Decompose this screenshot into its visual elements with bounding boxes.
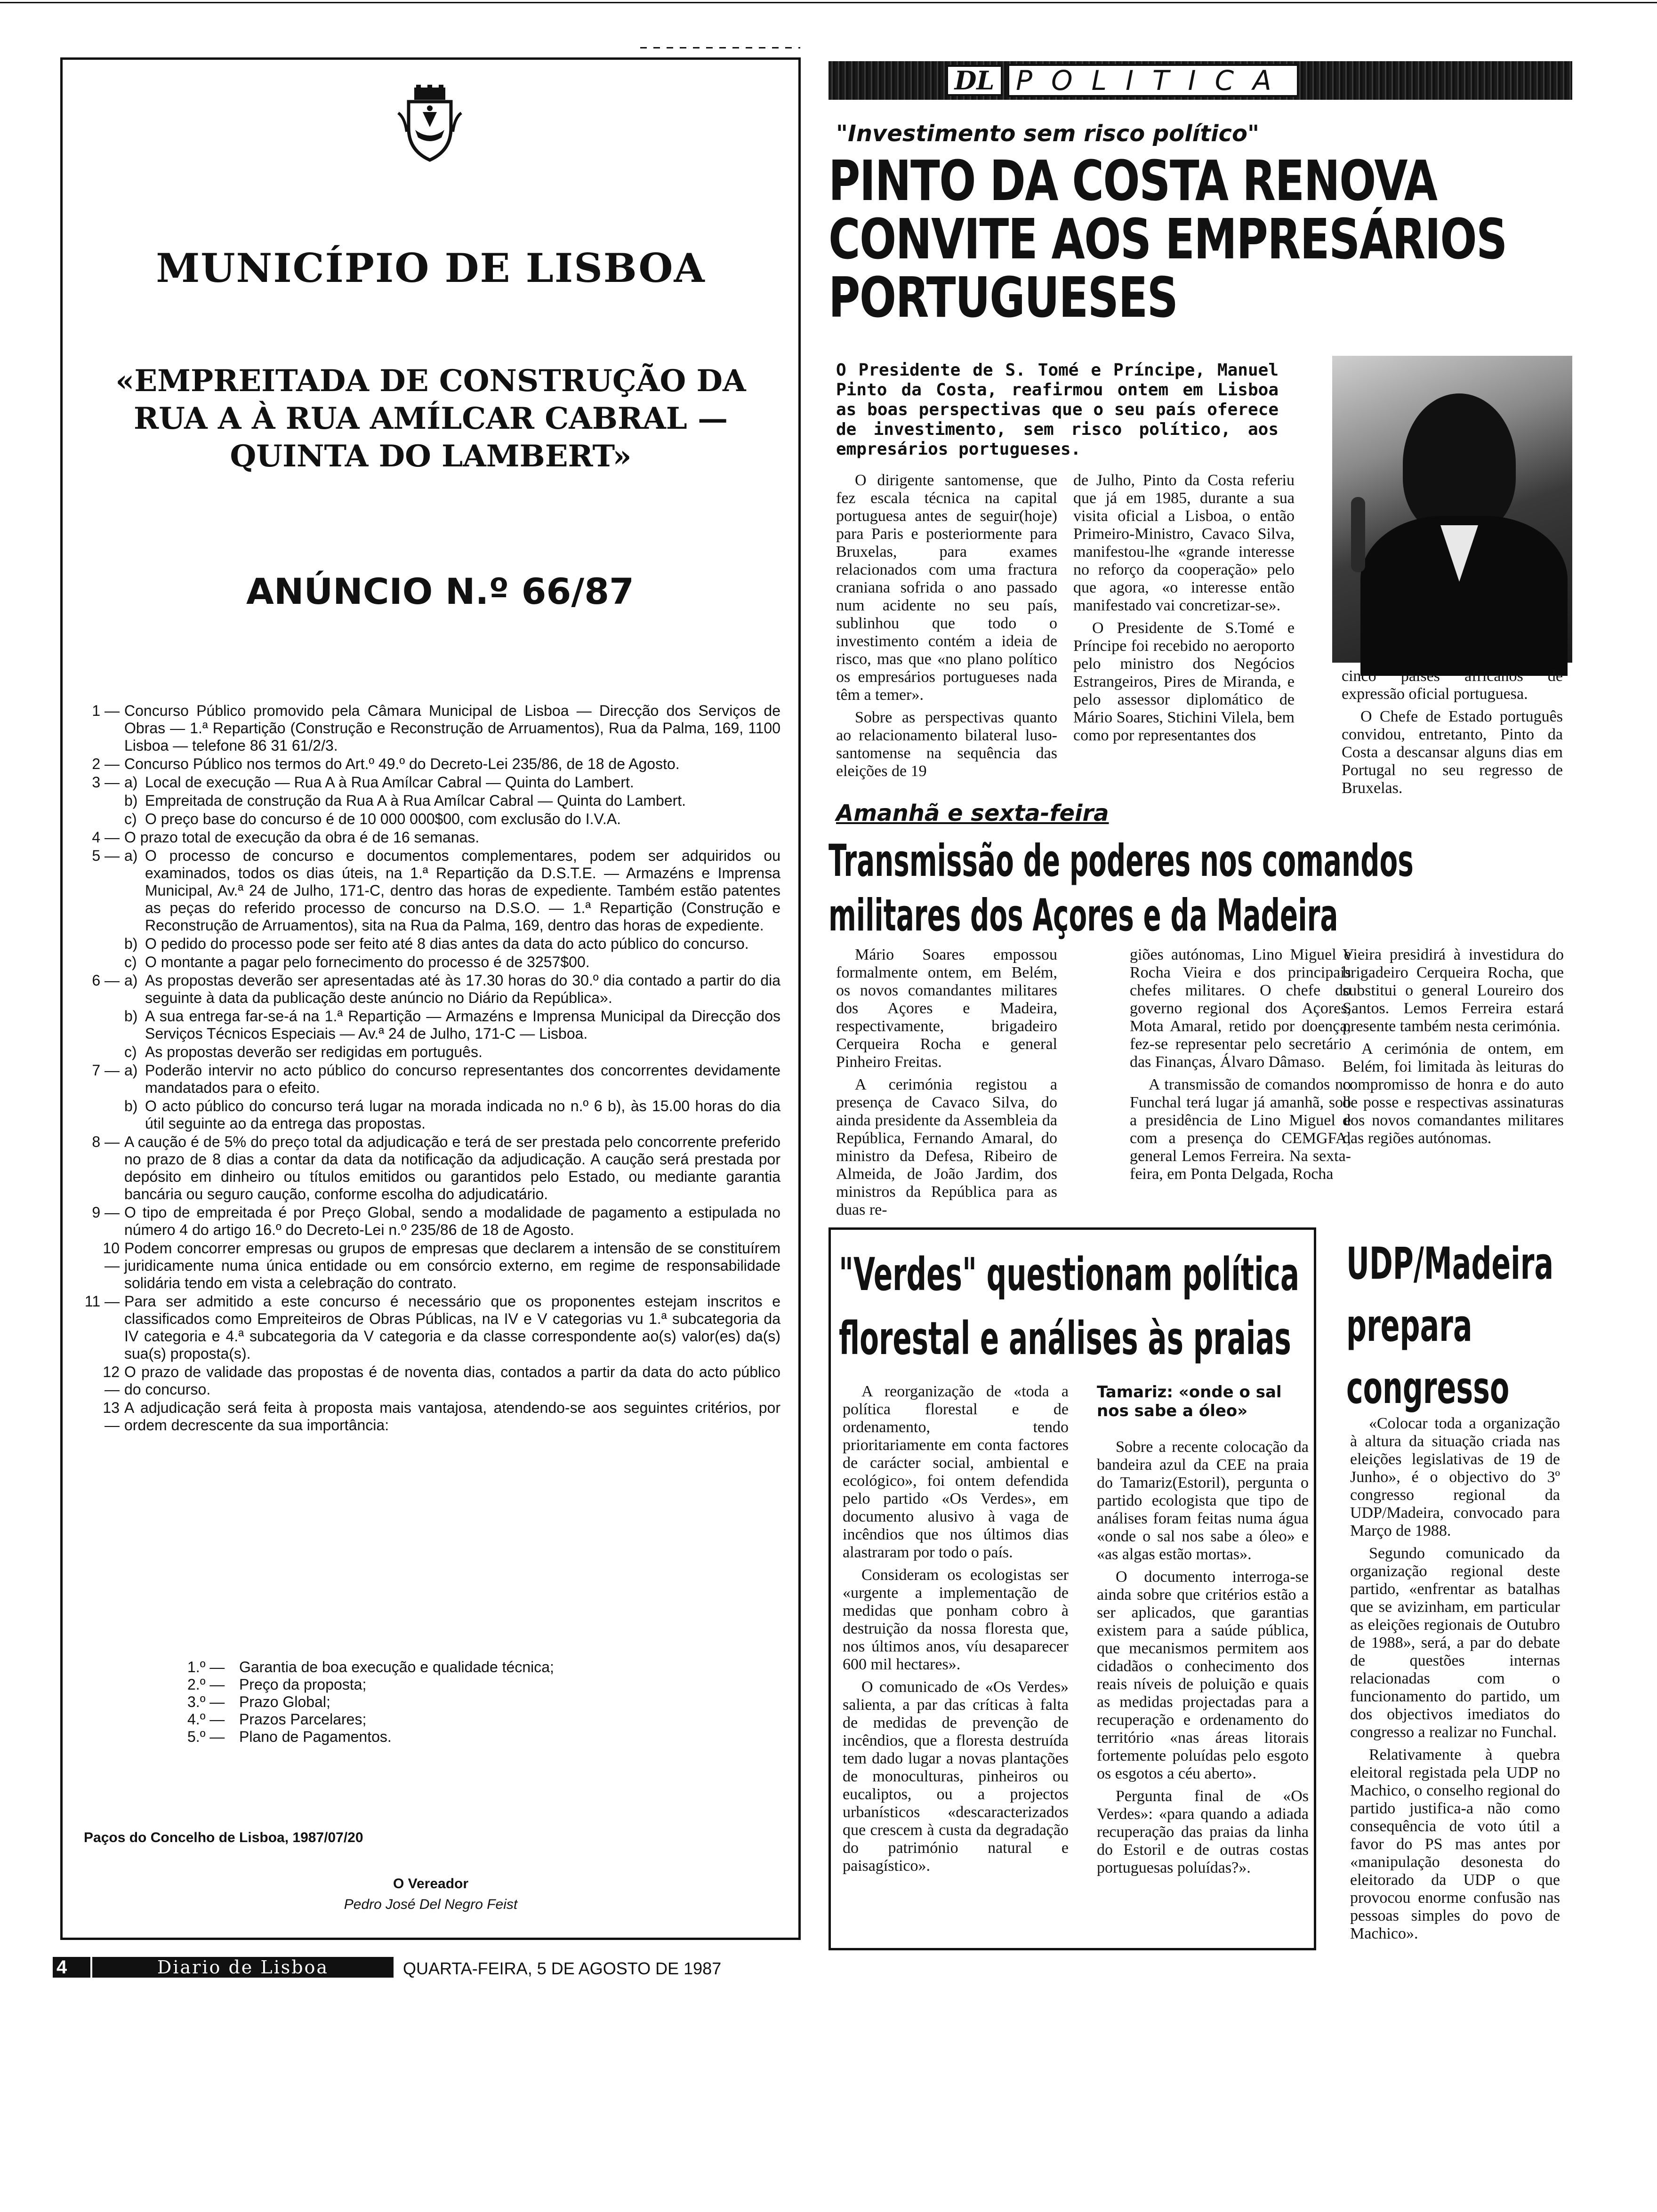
a1-column-1 [836, 472, 1057, 790]
a1-headline [828, 148, 1572, 330]
ad-item [84, 774, 780, 791]
ad-item [84, 755, 780, 773]
a1-headline-line3: PORTUGUESES [828, 265, 1178, 330]
a1-column-2 [1073, 472, 1295, 790]
a1-photo [1332, 356, 1572, 663]
lisbon-coat-of-arms-icon [394, 85, 465, 165]
section-brand [946, 65, 1003, 96]
top-rule [0, 2, 1657, 3]
a4-headline-line3: congresso [1346, 1362, 1510, 1414]
paragraph: A transmissão de comandos no Funchal terá lugar já amanhã, sob a presidência de Lino Miguel e com a presença do CEMGFA, general Lemos Ferreira. Na sexta-feira, em Ponta Delgada, Rocha [1130, 1076, 1351, 1183]
a1-lead: O Presidente de S. Tomé e Príncipe, Manuel Pinto da Costa, reafirmou ontem em Lisboa as boas perspectivas que o seu país oferece de investimento, sem risco político, aos empresários portugueses. [836, 361, 1279, 459]
a3-headline-line2: florestal e análises às praias [839, 1312, 1291, 1365]
ad-criterion-number: 1.º — [187, 1659, 225, 1675]
a2-headline [828, 834, 1572, 943]
a3-headline-line1: "Verdes" questionam política [839, 1248, 1300, 1301]
ad-item-text: O tipo de empreitada é por Preço Global, sendo a modalidade de pagamento a estipulada no número 4 do artigo 16.º do Decreto-Lei n.º 235/86 de 18 de Agosto. [124, 1204, 780, 1238]
section-label-text: POLITICA [1007, 64, 1299, 97]
ad-item [84, 1062, 780, 1097]
top-rule-dash [640, 47, 800, 48]
a3-headline [839, 1242, 1310, 1370]
ad-criterion-text: Preço da proposta; [239, 1676, 367, 1693]
ad-item-sub: b) [124, 935, 138, 952]
paragraph: Segundo comunicado da organização regional deste partido, «enfrentar as batalhas que se avizinham, em particular as eleições regionais de Outubro de 1988», será, a par do debate de questões internas relacionadas com o funcionamento do partido, um dos objectivos imediatos do congresso a realizar no Funchal. [1350, 1545, 1560, 1741]
ad-criterion-number: 3.º — [187, 1693, 225, 1710]
ad-item-number: 10 — [103, 1240, 120, 1274]
paragraph: Sobre a recente colocação da bandeira azul da CEE na praia do Tamariz(Estoril), pergunta o partido ecologista que tipo de análises foram feitas numa água «onde o sal nos sabe a óleo» e «as algas estão mortas». [1097, 1438, 1309, 1563]
ad-anuncio-title: ANÚNCIO N.º 66/87 [246, 570, 634, 612]
masthead-name: Diario de Lisboa [157, 1957, 329, 1978]
ad-item-text: Poderão intervir no acto público do concurso representantes dos concorrentes devidamente mandatados para o efeito. [145, 1062, 780, 1096]
ad-vereador-title: O Vereador [393, 1876, 469, 1891]
ad-item-sub: b) [124, 1098, 138, 1114]
a3-column-1 [843, 1383, 1069, 1938]
a1-column-3 [1342, 667, 1563, 797]
masthead-box [92, 1957, 394, 1978]
ad-item-number [84, 1008, 124, 1042]
ad-item-number: 5 — [92, 847, 120, 864]
ad-item [84, 972, 780, 1007]
ad-item-sub: a) [124, 972, 138, 989]
ad-item-number [84, 1098, 124, 1132]
ad-criterion [187, 1659, 658, 1676]
ad-item-text: Podem concorrer empresas ou grupos de empresas que declarem a intensão de se constituírem juridicamente numa única entidade ou em consórcio externo, em regime de responsabilidade solidária tendo em vista a celebração do contrato. [124, 1240, 780, 1291]
a4-column-1 [1350, 1415, 1560, 1951]
section-brand-label: DL [954, 65, 995, 96]
ad-item [84, 847, 780, 934]
ad-item [84, 954, 780, 971]
ad-item-number: 12 — [103, 1363, 120, 1398]
a1-headline-line1: PINTO DA COSTA RENOVA [828, 148, 1437, 213]
ad-item-text: A caução é de 5% do preço total da adjudicação e terá de ser prestada pelo concorrente preferido no prazo de 8 dias a contar da data da notificação da adjudicação. A caução será prestada por depósito em dinheiro ou títulos emitidos ou garantidos pelo Estado, ou mediante garantia bancária ou seguro caução, conforme escolha do adjudicatário. [124, 1133, 780, 1202]
ad-item-text: Concurso Público nos termos do Art.º 49.º do Decreto-Lei 235/86, de 18 de Agosto. [124, 755, 680, 772]
ad-criterion-number: 5.º — [187, 1728, 225, 1745]
ad-items-list [84, 702, 780, 1435]
ad-item-text: O prazo total de execução da obra é de 16 semanas. [124, 829, 480, 846]
ad-item-number: 2 — [92, 755, 120, 772]
paragraph: Mário Soares empossou formalmente ontem, em Belém, os novos comandantes militares dos Açores e Madeira, respectivamente, brigadeiro Cerqueira Rocha e general Pinheiro Freitas. [836, 946, 1057, 1071]
paragraph: O Presidente de S.Tomé e Príncipe foi recebido no aeroporto pelo ministro dos Negócios Estrangeiros, Pires de Miranda, e pelo assessor diplomático de Mário Soares, Stichini Vilela, bem como por representantes dos [1073, 619, 1295, 744]
ad-item [84, 810, 780, 828]
ad-item [84, 1204, 780, 1239]
ad-criterion-text: Prazo Global; [239, 1693, 330, 1710]
ad-item-sub: c) [124, 810, 137, 827]
ad-item [84, 1098, 780, 1132]
ad-criteria-list [187, 1659, 658, 1746]
a3-column-2 [1097, 1438, 1309, 1937]
ad-criterion-number: 4.º — [187, 1711, 225, 1728]
paragraph: Sobre as perspectivas quanto ao relacionamento bilateral luso-santomense na sequência das eleições de 19 [836, 709, 1057, 780]
paragraph: A cerimónia registou a presença de Cavaco Silva, do ainda presidente da Assembleia da República, Fernando Amaral, do ministro da Defesa, Ribeiro de Almeida, de João Jardim, dos ministros da República para as duas re- [836, 1076, 1057, 1218]
a4-headline-line2: prepara [1346, 1300, 1472, 1352]
ad-item [84, 829, 780, 846]
ad-item-text: Local de execução — Rua A à Rua Amílcar Cabral — Quinta do Lambert. [145, 774, 634, 791]
ad-item-text: O acto público do concurso terá lugar na morada indicada no n.º 6 b), às 15.00 horas do dia útil seguinte ao da entrega das propostas. [145, 1098, 780, 1132]
paragraph: Relativamente à quebra eleitoral registada pela UDP no Machico, o conselho regional do partido justifica-a não como consequência de voto útil a favor do PS mas antes por «manipulação desonesta do eleitorado da UDP o que provocou enorme confusão nas pessoas simples do povo de Machico». [1350, 1746, 1560, 1942]
ad-item [84, 1133, 780, 1203]
a2-column-3 [1343, 946, 1564, 1210]
ad-item [84, 792, 780, 809]
ad-item-text: As propostas deverão ser redigidas em português. [145, 1043, 483, 1060]
ad-item-number: 1 — [92, 702, 120, 719]
ad-item-text: O prazo de validade das propostas é de noventa dias, contados a partir da data do acto público do concurso. [124, 1363, 780, 1398]
ad-item-sub: a) [124, 1062, 138, 1079]
ad-item [84, 1399, 780, 1434]
ad-item-number [84, 1043, 124, 1061]
a2-kicker: Amanhã e sexta-feira [836, 800, 1109, 826]
paragraph: O comunicado de «Os Verdes» salienta, a par das críticas à falta de medidas de prevenção de incêndios, que a floresta destruída tem dado lugar a novas plantações de monoculturas, pinheiros ou eucaliptos, ou a projectos urbanísticos «descaracterizados que crescem à custa da degradação do património natural e paisagístico». [843, 1678, 1069, 1875]
ad-item-text: O preço base do concurso é de 10 000 000$00, com exclusão do I.V.A. [145, 810, 621, 827]
ad-item-number: 13 — [103, 1399, 120, 1434]
paragraph: A cerimónia de ontem, em Belém, foi limitada às leituras do compromisso de honra e do auto de posse e respectivas assinaturas dos novos comandantes militares das regiões autónomas. [1343, 1040, 1564, 1147]
ad-empreitada-line3: QUINTA DO LAMBERT» [230, 439, 632, 474]
ad-item-text: Para ser admitido a este concurso é necessário que os proponentes estejam inscritos e classificados como Empreiteiros de Obras Públicas, na IV e V categorias vu 1.ª subcategoria da IV categoria e 4.ª subcategoria da V categoria e da classe correspondente ao(s) valor(es) da(s) sua(s) proposta(s). [124, 1293, 780, 1362]
ad-criterion-number: 2.º — [187, 1676, 225, 1693]
ad-vereador-name: Pedro José Del Negro Feist [344, 1897, 518, 1912]
paragraph: A reorganização de «toda a política florestal e de ordenamento, tendo prioritariamente em conta factores de carácter social, ambiental e ecológico», foi ontem defendida pelo partido «Os Verdes», em documento alusivo à vaga de incêndios que nos últimos dias alastraram por todo o país. [843, 1383, 1069, 1561]
paragraph: O dirigente santomense, que fez escala técnica na capital portuguesa antes de seguir(hoje) para Paris e posteriormente para Bruxelas, para exames relacionados com uma fractura craniana sofrida o ano passado num acidente no seu país, sublinhou que todo o investimento contém a ideia de risco, mas que «no plano político os empresários portugueses nada têm a temer». [836, 472, 1057, 704]
ad-item-sub: a) [124, 847, 138, 864]
ad-criterion [187, 1693, 658, 1711]
ad-item [84, 1008, 780, 1042]
ad-item-text: As propostas deverão ser apresentadas até às 17.30 horas do 30.º dia contado a partir do dia seguinte à data da publicação deste anúncio no Diário da República». [145, 972, 780, 1006]
a1-photo-microphone [1351, 497, 1365, 572]
ad-item [84, 935, 780, 953]
ad-item-text: Concurso Público promovido pela Câmara Municipal de Lisboa — Direcção dos Serviços de Obras — 1.ª Repartição (Construção e Reconstrução de Arruamentos), Rua da Palma, 169, 1100 Lisboa — telefone 86 31 61/2/3. [124, 702, 780, 754]
a1-photo-figure [1403, 393, 1516, 535]
ad-empreitada-title [61, 362, 800, 475]
ad-item-number: 4 — [92, 829, 120, 846]
a2-column-2 [1130, 946, 1351, 1210]
a1-headline-line2: CONVITE AOS EMPRESÁRIOS [828, 207, 1507, 272]
ad-item-number: 11 — [84, 1293, 120, 1310]
ad-item-text: O processo de concurso e documentos complementares, podem ser adquiridos ou examinados, todos os dias úteis, na 1.ª Repartição da D.S.T.E. — Armazéns e Imprensa Municipal, Av.ª 24 de Julho, 171-C, dentro das horas de expediente. Também estão patentes as peças do referido processo de concurso na D.S.O. — 1.ª Repartição (Construção e Reconstrução de Arruamentos), sita na Rua da Palma, 169, dentro das horas de expediente. [145, 847, 780, 934]
ad-item-number: 3 — [92, 774, 120, 791]
paragraph: O Chefe de Estado português convidou, entretanto, Pinto da Costa a descansar alguns dias em Portugal no seu regresso de Bruxelas. [1342, 708, 1563, 797]
ad-municipio-title: MUNICÍPIO DE LISBOA [156, 245, 706, 291]
a2-column-1 [836, 946, 1057, 1218]
a4-headline [1346, 1233, 1572, 1419]
ad-criterion [187, 1711, 658, 1728]
page-number-box [53, 1957, 90, 1978]
ad-empreitada-line2: RUA A À RUA AMÍLCAR CABRAL — [133, 401, 728, 436]
ad-item [84, 1293, 780, 1362]
ad-item-number: 9 — [92, 1204, 120, 1221]
ad-item-number: 8 — [92, 1133, 120, 1150]
page-number: 4 [56, 1957, 67, 1978]
paragraph: Pergunta final de «Os Verdes»: «para quando a adiada recuperação das praias da linha do Estoril e de outras costas portuguesas poluídas?». [1097, 1787, 1309, 1876]
a1-kicker: "Investimento sem risco político" [836, 120, 1259, 147]
ad-item-sub: b) [124, 792, 138, 809]
ad-criterion-text: Plano de Pagamentos. [239, 1728, 392, 1745]
ad-item-number [84, 935, 124, 953]
ad-item [84, 1043, 780, 1061]
ad-item [84, 702, 780, 754]
ad-pacos: Paços do Concelho de Lisboa, 1987/07/20 [84, 1830, 363, 1845]
ad-criterion-text: Prazos Parcelares; [239, 1711, 367, 1728]
ad-item-number [84, 810, 124, 828]
a3-subhead: Tamariz: «onde o sal nos sabe a óleo» [1097, 1383, 1282, 1420]
ad-item-text: A adjudicação será feita à proposta mais vantajosa, atendendo-se aos seguintes critérios, por ordem decrescente da sua importância: [124, 1399, 780, 1434]
ad-item-sub: c) [124, 954, 137, 970]
paragraph: O documento interroga-se ainda sobre que critérios estão a ser aplicados, que garantias existem para a saúde pública, que mecanismos permitem aos cidadãos o conhecimento dos reais níveis de poluição e quais as medidas projectadas para a recuperação e ordenamento do território «nas áreas litorais fortemente poluídas pelo esgoto os esgotos a céu aberto». [1097, 1568, 1309, 1782]
a2-headline-line1: Transmissão de poderes nos comandos [828, 835, 1414, 887]
paragraph: de Julho, Pinto da Costa referiu que já em 1985, durante a sua visita oficial a Lisboa, o então Primeiro-Ministro, Cavaco Silva, manifestou-lhe «grande interesse no reforço da cooperação» pelo que agora, «o interesse então manifestado vai concretizar-se». [1073, 472, 1295, 614]
ad-item-number [84, 954, 124, 971]
section-label [1007, 64, 1299, 97]
paragraph: cinco países africanos de expressão oficial portuguesa. [1342, 667, 1563, 703]
ad-item [84, 1240, 780, 1292]
ad-criterion [187, 1676, 658, 1693]
ad-item-sub: b) [124, 1008, 138, 1025]
ad-item-number: 7 — [92, 1062, 120, 1079]
paragraph: Consideram os ecologistas ser «urgente a implementação de medidas que ponham cobro à destruição da nossa floresta que, nos últimos anos, víu desaparecer 600 mil hectares». [843, 1566, 1069, 1673]
ad-item-sub: a) [124, 774, 138, 791]
paragraph: «Colocar toda a organização à altura da situação criada nas eleições legislativas de 19 de Junho», é o objectivo do 3º congresso regional da UDP/Madeira, convocado para Março de 1988. [1350, 1415, 1560, 1539]
ad-item-text: O montante a pagar pelo fornecimento do processo é de 3257$00. [145, 954, 590, 970]
ad-item-number [84, 792, 124, 809]
ad-empreitada-line1: «EMPREITADA DE CONSTRUÇÃO DA [115, 363, 746, 399]
footer-date: QUARTA-FEIRA, 5 DE AGOSTO DE 1987 [403, 1959, 722, 1978]
ad-item-sub: c) [124, 1043, 137, 1060]
ad-item [84, 1363, 780, 1398]
ad-criterion-text: Garantia de boa execução e qualidade técnica; [239, 1659, 554, 1675]
ad-criterion [187, 1728, 658, 1746]
ad-item-text: A sua entrega far-se-á na 1.ª Repartição — Armazéns e Imprensa Municipal da Direcção dos Serviços Técnicos Especiais — Av.ª 24 de Julho, 171-C — Lisboa. [145, 1008, 780, 1042]
paragraph: giões autónomas, Lino Miguel e Rocha Vieira e dos principais chefes militares. O chefe do governo regional dos Açores, Mota Amaral, retido por doença, fez-se representar pelo secretário das Finanças, Álvaro Dâmaso. [1130, 946, 1351, 1071]
a4-headline-line1: UDP/Madeira [1346, 1238, 1554, 1290]
paragraph: Vieira presidirá à investidura do brigadeiro Cerqueira Rocha, que substitui o general Loureiro dos Santos. Lemos Ferreira estará presente também nesta cerimónia. [1343, 946, 1564, 1035]
ad-item-number: 6 — [92, 972, 120, 989]
ad-item-text: Empreitada de construção da Rua A à Rua Amílcar Cabral — Quinta do Lambert. [145, 792, 686, 809]
ad-item-text: O pedido do processo pode ser feito até 8 dias antes da data do acto público do concurso. [145, 935, 749, 952]
a2-headline-line2: militares dos Açores e da Madeira [828, 890, 1338, 941]
